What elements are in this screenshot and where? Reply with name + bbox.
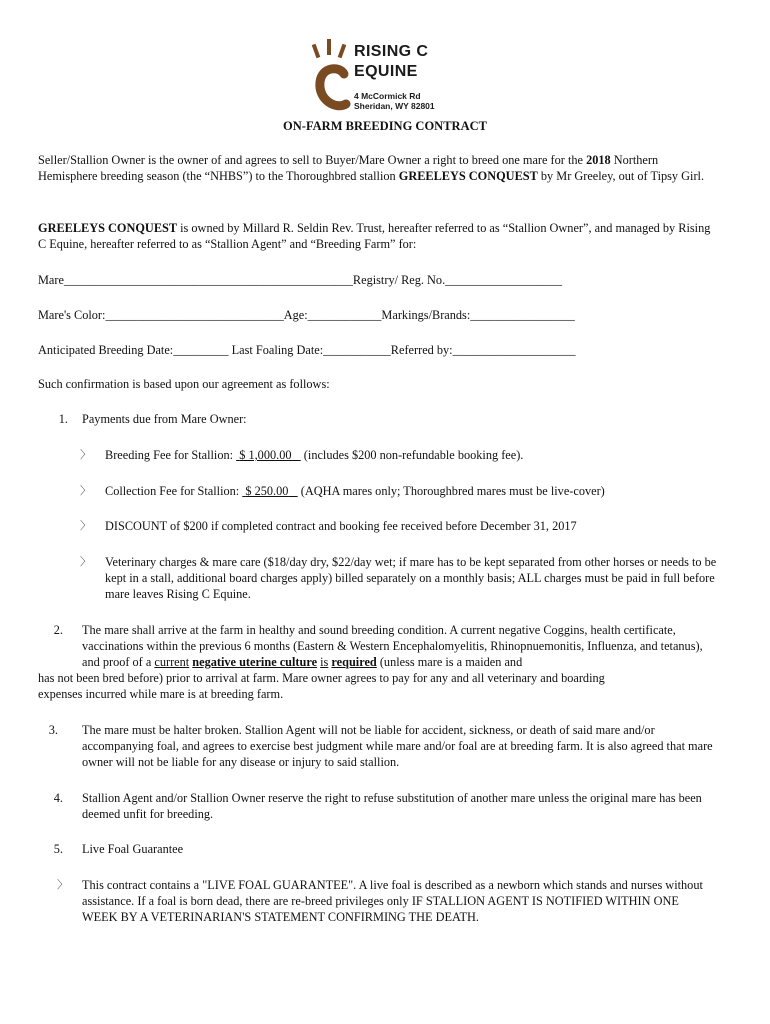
breeding-fee-label: Breeding Fee for Stallion: [105,448,237,462]
section-1-number: 1. [58,412,68,426]
section-4-number: 4. [53,791,63,805]
intro-text-end: by Mr Greeley, out of Tipsy Girl. [537,169,705,183]
section-4-text: Stallion Agent and/or Stallion Owner reserve the right to refuse substitution of another mare unless the original mare has been deemed unfit for breeding. [82,791,702,821]
breeding-fee-note: (includes $200 non-refundable booking fee). [300,448,524,462]
section-3-text: The mare must be halter broken. Stallion Agent will not be liable for accident, sickness, or death of said mare and/or accompanying foal, and agrees to exercise best judgment while mare and/or foal are at breeding farm. It is also agreed that mare owner will not be liable for any disease or injury to said stallion. [82,723,713,769]
stallion-name: GREELEYS CONQUEST [398,169,538,183]
breeding-dates-referral-field[interactable]: Anticipated Breeding Date:_________ Last Foaling Date:___________Referred by:____________________ [38,343,576,357]
collection-fee-label: Collection Fee for Stallion: [105,484,243,498]
bullet-icon: 〉 [80,556,91,568]
section-2-continued: has not been bred before) prior to arrival at farm. Mare owner agrees to pay for any and all veterinary and boarding [38,671,605,685]
mare-registry-field[interactable]: Mare_______________________________________________Registry/ Reg. No.___________________ [38,273,562,287]
mare-color-age-markings-field[interactable]: Mare's Color:_____________________________Age:____________Markings/Brands:_________________ [38,308,575,322]
intro-text-start: Seller/Stallion Owner is the owner of and agrees to sell to Buyer/Mare Owner a right to breed one mare for the [38,153,587,167]
logo-address-line1: 4 McCormick Rd [354,91,421,101]
ownership-paragraph [38,220,718,252]
is-underlined: is [320,655,329,669]
logo-address-line2: Sheridan, WY 82801 [354,101,435,111]
section-1-heading: Payments due from Mare Owner: [82,412,247,426]
collection-fee-note: (AQHA mares only; Thoroughbred mares must be live-cover) [297,484,605,498]
breeding-fee-amount: $ 1,000.00 [239,448,292,462]
required-emphasis: required [331,655,377,669]
collection-fee-amount: $ 250.00 [245,484,289,498]
section-2-end: expenses incurred while mare is at breeding farm. [38,687,284,701]
negative-uterine-culture: negative uterine culture [192,655,318,669]
bullet-icon: 〉 [80,485,91,497]
collection-fee-item [105,483,725,499]
section-3-number: 3. [48,723,58,737]
stallion-name-owner: GREELEYS CONQUEST [38,221,178,235]
breeding-fee-item [105,447,725,463]
section-2-text: The mare shall arrive at the farm in healthy and sound breeding condition. A current negative Coggins, health certificate, vaccinations within the previous 6 months (Eastern & Western Encephalomyelitis, Rhinopnuemonitis, Influenza, and tetanus), and proof of a current negative uterine culture is required (unless mare is a maiden and [82,623,703,669]
discount-item: DISCOUNT of $200 if completed contract and booking fee received before December 31, 2017 [105,519,577,533]
bullet-icon: 〉 [57,879,68,891]
veterinary-charges-item: Veterinary charges & mare care ($18/day dry, $22/day wet; if mare has to be kept separated from other horses or needs to be kept in a stall, additional board charges apply) billed separately on a monthly basis; ALL charges must be paid in full before mare leaves Rising C Equine. [105,555,717,601]
company-logo [310,38,470,116]
logo-name-line1: RISING C [354,43,429,60]
current-underlined: current [154,655,190,669]
confirmation-text: Such confirmation is based upon our agreement as follows: [38,377,330,391]
section-5-heading: Live Foal Guarantee [82,842,184,856]
section-5-number: 5. [53,842,63,856]
intro-text-middle: Northern Hemisphere breeding season (the “NHBS”) to the Thoroughbred stallion [38,153,659,183]
bullet-icon: 〉 [80,520,91,532]
logo-name-line2: EQUINE [354,63,418,80]
bullet-icon: 〉 [80,449,91,461]
document-title: ON-FARM BREEDING CONTRACT [283,119,487,133]
intro-paragraph [38,152,718,184]
ownership-text: is owned by Millard R. Seldin Rev. Trust, hereafter referred to as “Stallion Owner”, and managed by Rising C Equine, hereafter referred to as “Stallion Agent” and “Breeding Farm” for: [38,221,711,251]
horseshoe-c-logo-mark [310,38,354,116]
season-year: 2018 [586,153,611,167]
section-2-number: 2. [53,623,63,637]
live-foal-guarantee-text: This contract contains a "LIVE FOAL GUARANTEE". A live foal is described as a newborn which stands and nurses without assistance. If a foal is born dead, there are re-breed privileges only IF STALLION AGENT IS NOTIFIED WITHIN ONE WEEK BY A VETERINARIAN'S STATEMENT CONFIRMING THE DEATH. [82,878,703,924]
